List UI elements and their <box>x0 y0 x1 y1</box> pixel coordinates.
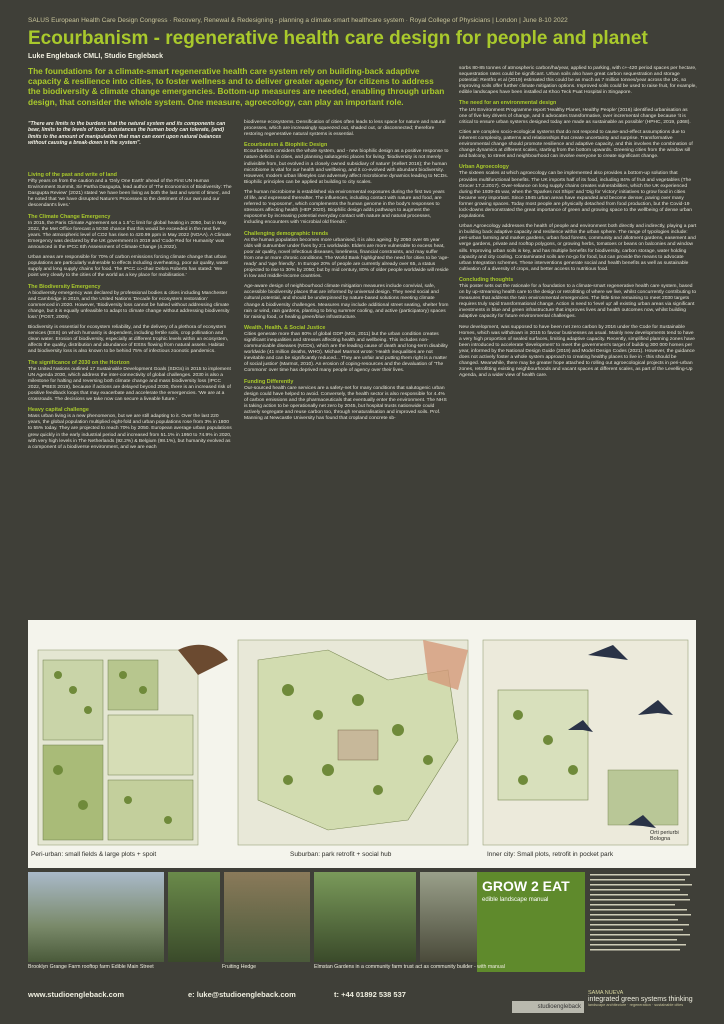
text-column-2 <box>244 120 449 426</box>
section-heading: Heavy capital challenge <box>28 407 89 414</box>
section-heading: The Climate Change Emergency <box>28 213 111 220</box>
section-heading: Challenging demographic trends <box>244 230 329 237</box>
section-heading: The significance of 2030 on the Horizon <box>28 359 130 366</box>
partner-logo-sub: landscape architecture · regeneration · sustainable cities <box>588 1003 684 1007</box>
references-list <box>590 872 696 972</box>
section-paragraph: Age-aware design of neighbourhood climate mitigation measures include convivial, safe, accessible biodiversity places that are informed by universal design. They need social and cultural potential, and should be underpinned by nature-based solutions meeting climate change & biodiversity challenges. Measures may include additional street seating, shelter from rain or wind, rain gardens, planting to bring summer cooling, and active (participatory) spaces for raising food, or healing green/blue infrastructure. <box>244 284 449 320</box>
section-paragraph: The human microbiome is established via environmental exposures during the first two years of life, and expressed thereafter. The influences, including contact with nature and food, are referred to 'exposome', which complements the human genome in the body's responses to stressors affecting health (HEP 2020). Biophilic design adds pathways to augment the exposome by increasing potential everyday contact with nature and natural processes, including encounters with 'microbial old friends'. <box>244 189 445 226</box>
section-heading: The Biodiversity Emergency <box>28 283 101 290</box>
section-paragraph: The United Nations outlined 17 Sustainable Development Goals (SDGs) in 2015 to implement UN Agenda 2030, which address the inter-connectivity of global challenges. 2030 is also a milestone for halting and reversing both climate change and mass biodiversity loss (IPCC 2022, IPBES 2019), because if actions are delayed beyond 2030, there is an increased risk of positive feedback loops that may exacerbate and accelerate the emergencies. 'We are at a crossroads. The decisions we take now can secure a liveable future.' <box>28 366 231 403</box>
section-paragraph: Our-sourced health care services are a safety-net for many conditions that salutogenic urban design could have helped to avoid. Conversely, the health sector is also responsible for 4.4% of carbon emissions and the pharmaceuticals that eventually enter the environment. The NHS is taking action to be operationally net zero by 2045, but hospital trusts nationwide could actively segregate and reuse carbon too, through renaturalisation and improved soils. Prof. Manning at Newcastle University has found that cropland concrete sb- <box>244 385 447 422</box>
label-peri-urban: Peri-urban: small fields & large plots + spoit <box>31 851 157 858</box>
text-column-3 <box>459 66 697 383</box>
label-orti-periurbi: Orti periurbi Bologna <box>650 830 679 842</box>
section-paragraph: A biodiversity emergency was declared by professional bodies & cities including Manchester and Cambridge in 2019, and the United Nations 'Decade for ecosystem restoration' commenced in 2020. However, 'Biodiversity loss cannot be halted without addressing climate change, but it is equally unfeasible to adapt to climate change without addressing biodiversity loss' (POST, 2009). <box>28 290 230 320</box>
partner-logo-main: integrated green systems thinking <box>588 996 693 1003</box>
section-paragraph: biodiverse ecosystems. Densification of cities often leads to less space for nature and natural processes, which are increasingly squeezed out, shaded out, or disconnected; therefore restoring regenerative natural systems is essential. <box>244 120 446 138</box>
section-heading: The need for an environmental design <box>459 100 557 107</box>
section-paragraph: Ecourbanism considers the whole system, and - new biophilic design as a positive response to nature deficits in cities, and planning salutogenic places for living: 'biodiversity is not merely indivisible from, but evolved in a closely owned subsidiary of nature' (Kellert 2016); the human microbiome is vital for our health and wellbeing, and it co-evolved with abundant biodiversity. However, modern urban lifestyles can adversely affect microbiome dynamics leading to NCDs. Biophilic principles can be applied at building to city scales. <box>244 149 449 185</box>
section-heading: Funding Differently <box>244 378 294 385</box>
section-heading: Wealth, Health, & Social Justice <box>244 324 326 331</box>
lead-paragraph: The foundations for a climate-smart regenerative health care system rely on building-back adaptive capacity & resilience into cities, to foster wellness and to deliver greater agency for citizens to address the biodiversity & climate change emergencies. Bottom-up measures are needed, enabling through urban design, that consider the whole system. One measure, agroecology, can play an important role. <box>28 66 445 107</box>
section-paragraph: Cities are complex socio-ecological systems that do not respond to cause-and-effect assumptions due to inherent complexity, patterns and relationships that create uncertainty and surprise. Transformative environmental change should promote resilience and adaptive capacity, and this involves the combination of change dynamics at different scales, starting from the bottom upwards. Greening cities from the window sill and balcony, to street and neighbourhood can involve everyone to create significant change. <box>459 129 693 160</box>
section-paragraph: This poster sets out the rationale for a foundation to a climate-smart regenerative health care system, based on by up-streaming health care to the design or retrofitting of where we live, whilst concurrently contributing to measures that address the twin environmental emergencies. The little time remaining to meet 2030 targets requires truly rapid transformational change. Action is need to 'level up' all existing urban areas via significant investments in blue and green infrastructure that improves lives and health outcomes now, whilst building adaptive capacity for future environmental challenges. <box>459 284 697 320</box>
book-subtitle: edible landscape manual <box>482 897 549 903</box>
email-link[interactable]: e: luke@studioengleback.com <box>188 990 296 999</box>
photo-edible-street <box>168 872 220 962</box>
text-column-1 <box>28 168 233 455</box>
section-paragraph: sorbs 80-85 tonnes of atmospheric carbon/ha/year, applied to parking, with c+-420 period spaces per hectare, sequestration rates could be significant. Urban soils also have great carbon sequestration and storage potential: Rentfro et al (2019) estimated this could be as much as 7 million tonnes/year across the UK, so improving soils offer further climate mitigation options. Improved soils could be used to raise fruit, for example, edible landscapes have been installed at Khoo Teck Puat Hospital in Singapore. <box>459 66 697 96</box>
label-suburban: Suburban: park retrofit + social hub <box>290 851 392 858</box>
section-paragraph: Mass urban living is a new phenomenon, but we are still adapting to it. Over the last 220 years, the global population multiplied eight-fold and urban populations rose from 3% in 1800 to 55% today. They are projected to reach 70% by 2050. European average urban populations grew quickly in the early industrial period and increased from 51.1% in 1950 to 74.9% in 2020, with very high levels in The Netherlands (92.2%) & Belgium (98.1%), but humanity evolved as a component of a biodiverse environment, and we are each <box>28 414 232 450</box>
section-heading: Living of the past and write of land <box>28 172 117 178</box>
opening-quote: "There are limits to the burdens that the natural system and its components can bear, limits to the levels of toxic substances the human body can tolerate, (and) limits to the amount of manipulation that man can exert upon natural balances without causing a break-down in the system". <box>28 121 226 147</box>
section-paragraph: The UN Environment Programme report 'Healthy Planet, Healthy People' (2016) identified urbanisation as one of five key drivers of change, and it advocates transformative, over incremental change because 'it is critical to ensure urban systems designed today are made as sustainable as possible' (HPHC, 2019, p368). <box>459 107 691 125</box>
section-paragraph: Cities generate more than 80% of global GDP (MGI, 2011) but the urban condition creates significant inequalities and stresses affecting health and wellbeing. This includes non-communicable diseases (NCDs), which are the leading cause of death and long-term disability worldwide (41 million deaths, WHO). Michael Marmot wrote: 'Health inequalities are not inevitable and can be significantly reduced... They are unfair and putting them right is a matter of social justice' (Marmot, 2010). An erosion of coping-resources and the devaluation of 'The Commons' over time has deprived many people of agency over their lives. <box>244 331 448 374</box>
section-paragraph: In 2015, the Paris Climate Agreement set a 1.5°C limit for global heating in 2050, but in May 2022, the Met Office forecast a 50:50 chance that this would be exceeded in the next five years. The atmospheric level of CO2 has risen to 420.99 ppm in May 2022 (NOAA). A Climate Emergency was declared by the UK government in 2019 and 'Code Red for Humanity' was announced in the IPCC 6th Assessment of Climate Change (4.2022). <box>28 220 231 251</box>
caption-rooftop: Brooklyn Grange Farm rooftop farm Edible Main Street <box>28 964 154 970</box>
website-link[interactable]: www.studioengleback.com <box>28 990 124 999</box>
section-paragraph: Biodiversity is essential for ecosystem reliability, and the delivery of a plethora of ecosystem services (ESS) on which humanity is dependent, including fertile soils, crop pollination and clean water. Erosion of biodiversity, especially at different trophic levels within an ecosystem, affects the quality, distribution and abundance of ESSs flowing from natural assets. Habitat and biodiversity loss is also known to be behind 75% of infectious zoonotic pandemics. <box>28 325 229 355</box>
photo-community-garden <box>314 872 416 962</box>
studio-logo: studioengleback <box>512 1001 584 1013</box>
section-paragraph: New development, was supposed to have been net zero carbon by 2016 under the Code for Sustainable Homes, which was withdrawn in 2015 to favour businesses as usual. Mainly new developments tend to have a very high proportion of sealed surfaces, limiting adaptive capacity. Recently, simplified planning zones have been introduced to accelerate 'development' to meet the government's target of building 300 000 homes per year, informed by the National Design Guide (2019) and Model Design Codes (2021). However, the guidance does not actively foster a whole system approach to creating healthy places to live in - this should be changed. Meanwhile, there may be greater hope attached to rolling out agroecological projects in peri-urban zones, retrofitting existing neighbourhoods and vacant spaces at different scales, as part of the Levelling-Up Agenda, and a wider view of health care. <box>459 324 695 379</box>
section-paragraph: Urban areas are responsible for 70% of carbon emissions forcing climate change that urban populations are particularly vulnerable to effects including overheating, poor air quality, water supply and long supply chains for food. The IPCC co-chair Debra Roberts has stated: 'We point very clearly to the cities of the world as a key place for mobilisation.' <box>28 255 229 279</box>
author-line: Luke Engleback CMLI, Studio Engleback <box>28 53 163 60</box>
masterplan-panel <box>28 620 696 868</box>
section-paragraph: Urban Agroecology addresses the health of people and environment both directly and indirectly, playing a part in building back adaptive capacity and resilience within the urban sphere. The range of typologies include: peri-urban farming and market gardens, urban food forests, community and allotment gardens, easement and verge gardens, private and rooftop polygons, or growing herbs, tomatoes or beans on balconies and window sills. Improving urban soils is key, and has multiple benefits for biodiversity, carbon storage, water holding capacity and city cooling. Contaminated soils are no-go for food, but can provide the means to advocate urban Integration schemes. These interventions generate social and health benefits as well as sustainable cultivation of a diversity of crops, and better access to nutritious food. <box>459 224 697 272</box>
label-inner-city: Inner city: Small plots, retrofit in pocket park <box>487 851 614 858</box>
photo-rooftop-farm <box>28 872 164 962</box>
section-heading: Concluding thoughts <box>459 276 514 283</box>
caption-hedge: Fruiting Hedge <box>222 964 257 970</box>
photo-fruiting-hedge <box>224 872 310 962</box>
section-paragraph: Fifty years on from the caution and a 'Only One Earth' ahead of the First UN Human Environment Summit, Sir Partha Dasgupta, lead author of 'The Economics of Biodiversity: The Dasgupta Review' (2021) stated 'we have been living as both the last and worst of times', and he noted that 'we have disrupted Nature's Processes to the detriment of our own and our descendant's lives.' <box>28 179 232 209</box>
poster-title: Ecourbanism - regenerative health care design for people and planet <box>28 28 648 49</box>
caption-community: Elmstan Gardens in a community farm trust act as community builder - with manual <box>314 964 505 970</box>
section-paragraph: The sixteen scales at which agroecology can be implemented also provides a bottom-up solution that provides multifunctional benefits. The UK imports half of its food, including 84% of fruit and vegetables (The Grocer 17.2.2017). Over-reliance on long supply chains creates vulnerabilities, which the UK experienced during the 1939-45 war, when the 'Sparkes not Ships' and 'Dig for Victory' initiatives to grow food in cities became very important. Since 1945 urban areas have expanded and become denser, paving over many former growing spaces. Today most people are physically detached from food production, but the Covid-19 lock-downs demonstrated the great importance of green and growing space to the wellbeing of dense urban populations. <box>459 171 692 220</box>
phone-number: t: +44 01892 538 537 <box>334 990 406 999</box>
partner-logo-top: SAMA NUEVA <box>588 990 624 996</box>
partner-logo <box>588 990 698 1020</box>
section-heading: Ecourbanism & Biophilic Design <box>244 142 328 149</box>
section-paragraph: As the human population becomes more urbanised, it is also ageing: by 2050 over 65 year olds will outnumber under fives by 2:1 worldwide. Elders are more vulnerable to excess heat, poor air quality, novel infectious diseases, loneliness, financial constraints, and may suffer from one or more chronic conditions. The World Bank highlighted the need for cities to be 'age-ready' and 'age friendly'. In Europe 20% of people are currently already over 65, a status projected to rise to 30% by 2050; but by mid century, 80% of older people worldwide will reside in low and middle-income countries. <box>244 237 449 280</box>
book-title: GROW 2 EAT <box>482 878 570 894</box>
section-heading: Urban Agroecology <box>459 164 509 171</box>
masterplan-drawings <box>28 620 696 868</box>
conference-header: SALUS European Health Care Design Congress · Recovery, Renewal & Redesigning - planning a climate smart healthcare system · Royal College of Physicians | London | June 8-10 2022 <box>28 17 568 24</box>
